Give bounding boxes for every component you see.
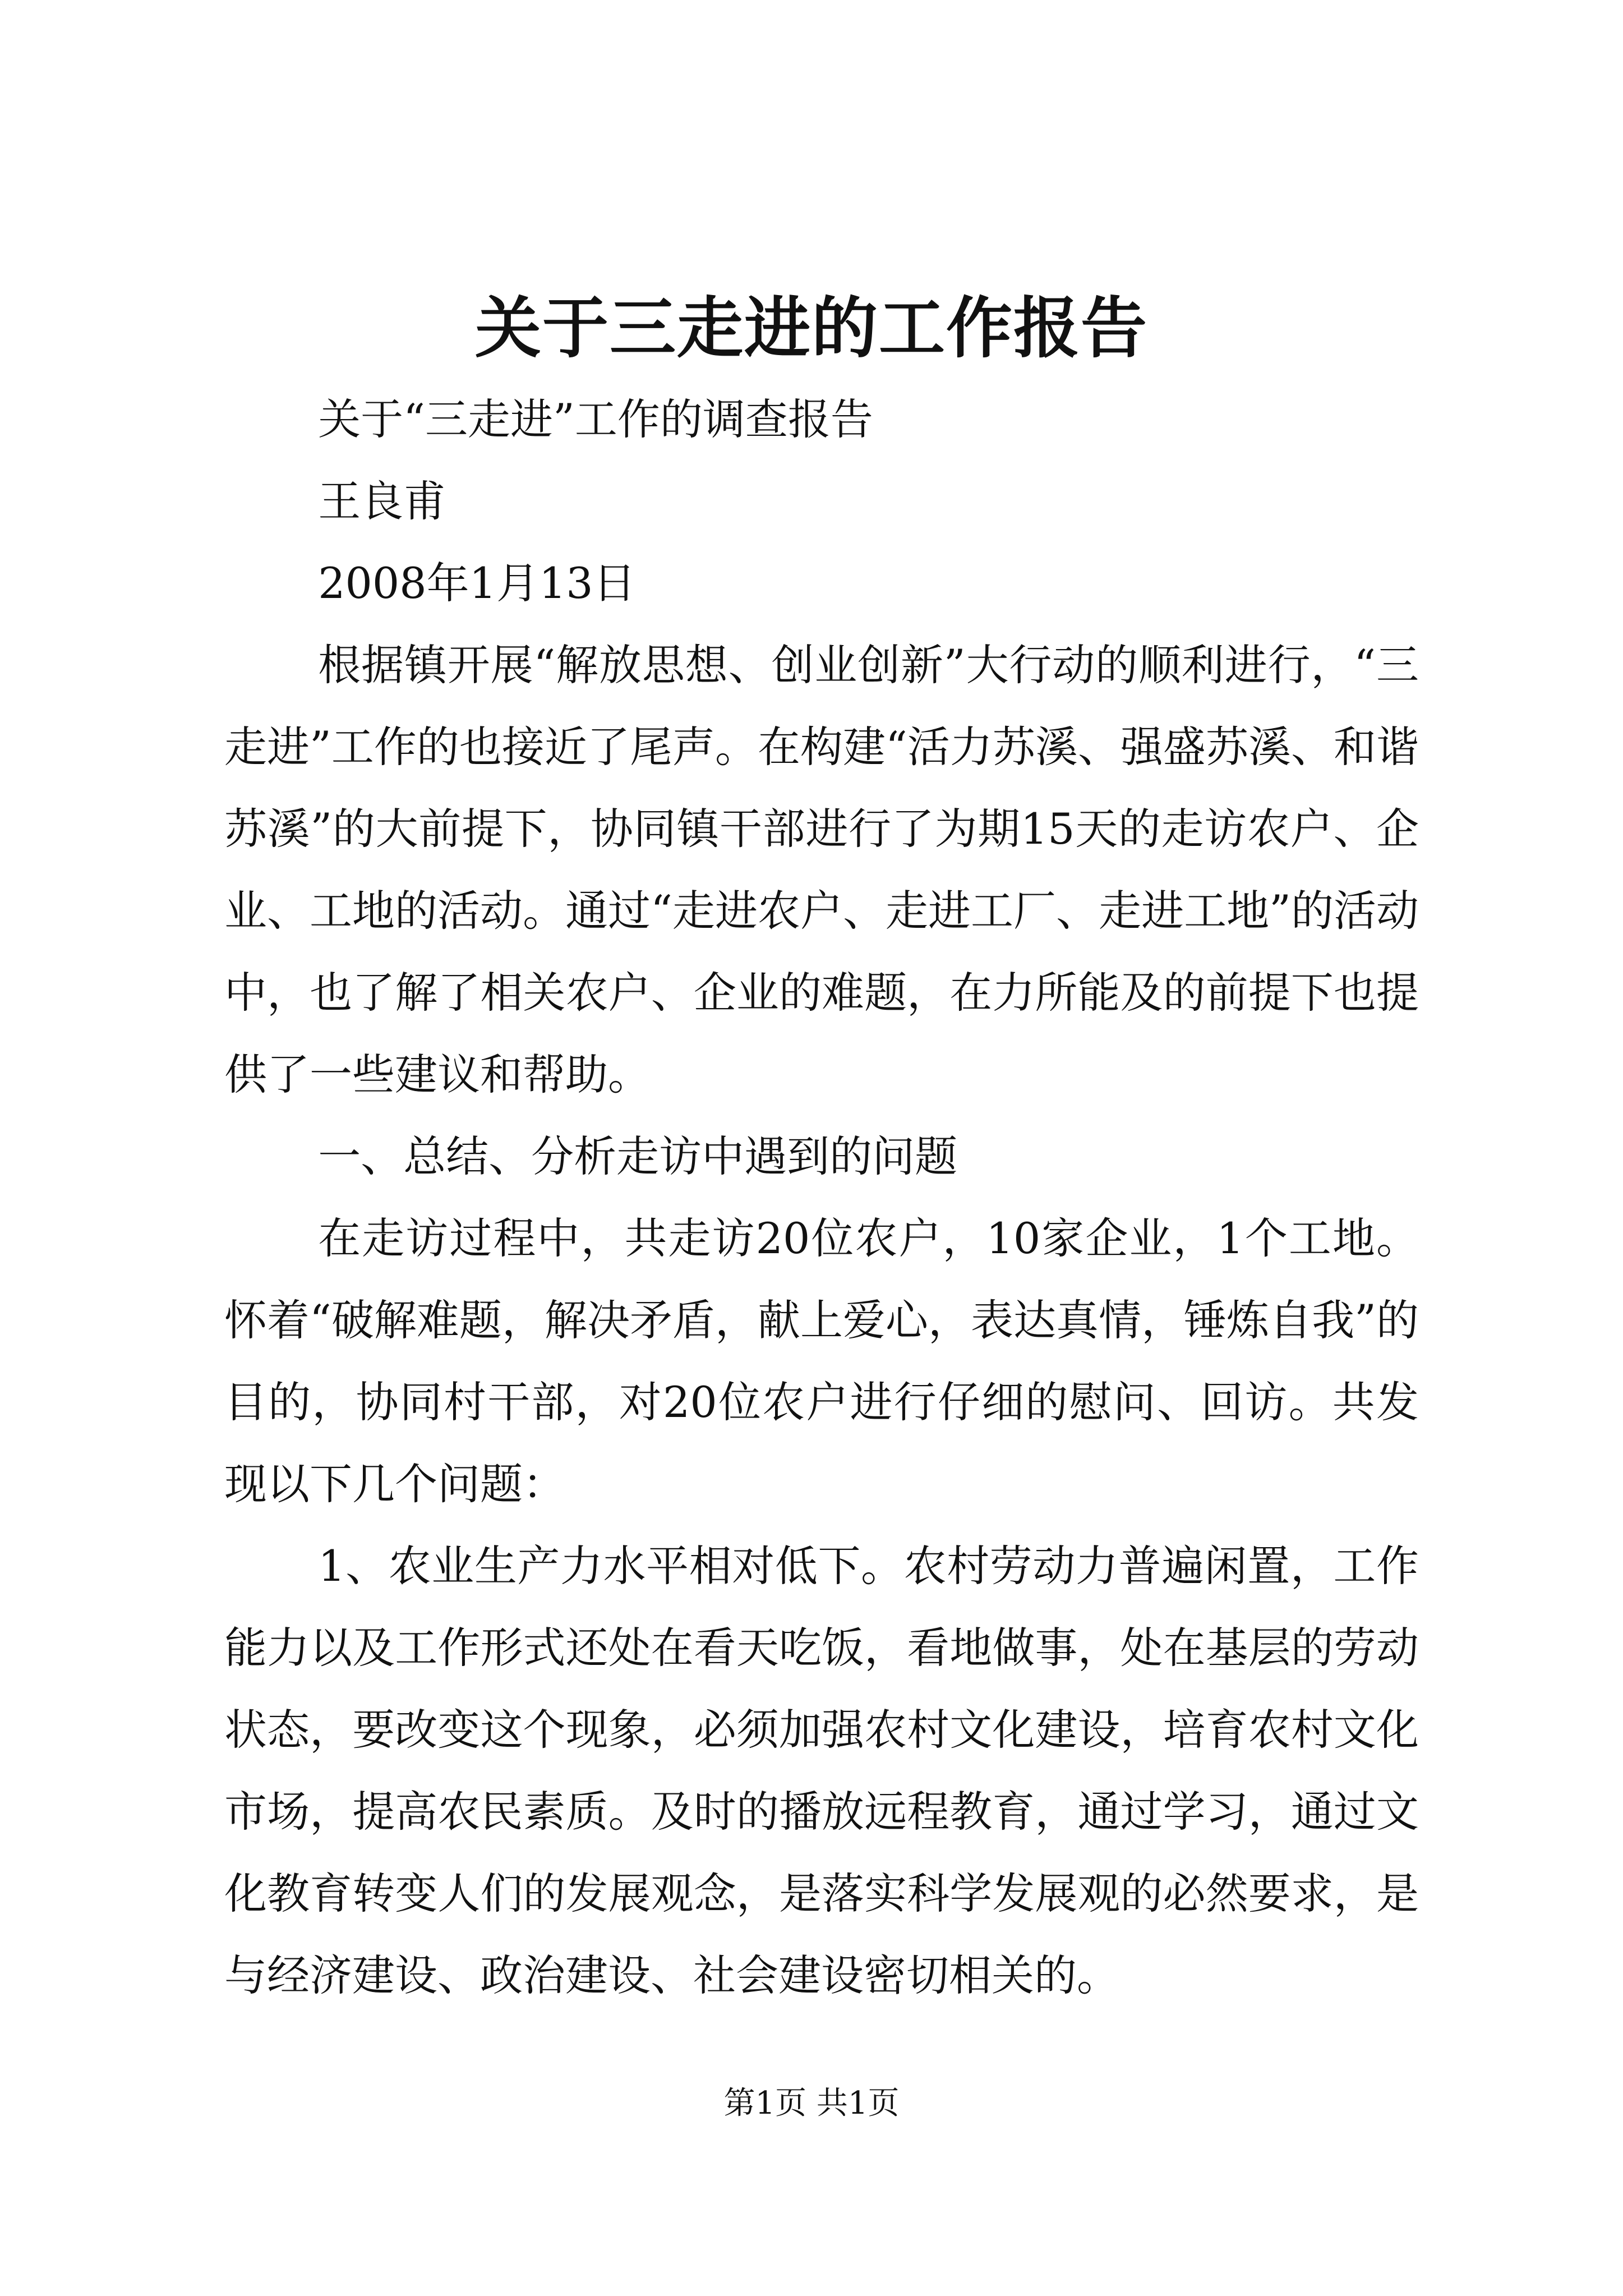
author-name: 王良甫: [318, 476, 446, 526]
page-footer: 第1页 共1页: [723, 2085, 900, 2122]
section-heading: 一、总结、分析走访中遇到的问题: [318, 1131, 958, 1181]
report-date: 2008年1月13日: [318, 558, 636, 608]
intro-paragraph: 根据镇开展“解放思想、创业创新”大行动的顺利进行，“三走进”工作的也接近了尾声。在构建“活力苏溪、强盛苏溪、和谐苏溪”的大前提下，协同镇干部进行了为期15天的走访农户、企业、工地的活动。通过“走进农户、走进工厂、走进工地”的活动中，也了解了相关农户、企业的难题，在力所能及的前提下也提供了一些建议和帮助。: [224, 640, 1419, 1099]
visit-summary-paragraph: 在走访过程中，共走访20位农户，10家企业，1个工地。怀着“破解难题，解决矛盾，献上爱心，表达真情，锤炼自我”的目的，协同村干部，对20位农户进行仔细的慰问、回访。共发现以下几个问题：: [224, 1213, 1419, 1509]
report-subtitle: 关于“三走进”工作的调查报告: [318, 394, 873, 444]
document-title: 关于三走进的工作报告: [474, 289, 1148, 367]
document-body: [224, 379, 1419, 2017]
problem-1-paragraph: 1、农业生产力水平相对低下。农村劳动力普遍闲置，工作能力以及工作形式还处在看天吃饭，看地做事，处在基层的劳动状态，要改变这个现象，必须加强农村文化建设，培育农村文化市场，提高农民素质。及时的播放远程教育，通过学习，通过文化教育转变人们的发展观念，是落实科学发展观的必然要求，是与经济建设、政治建设、社会建设密切相关的。: [224, 1541, 1419, 2000]
